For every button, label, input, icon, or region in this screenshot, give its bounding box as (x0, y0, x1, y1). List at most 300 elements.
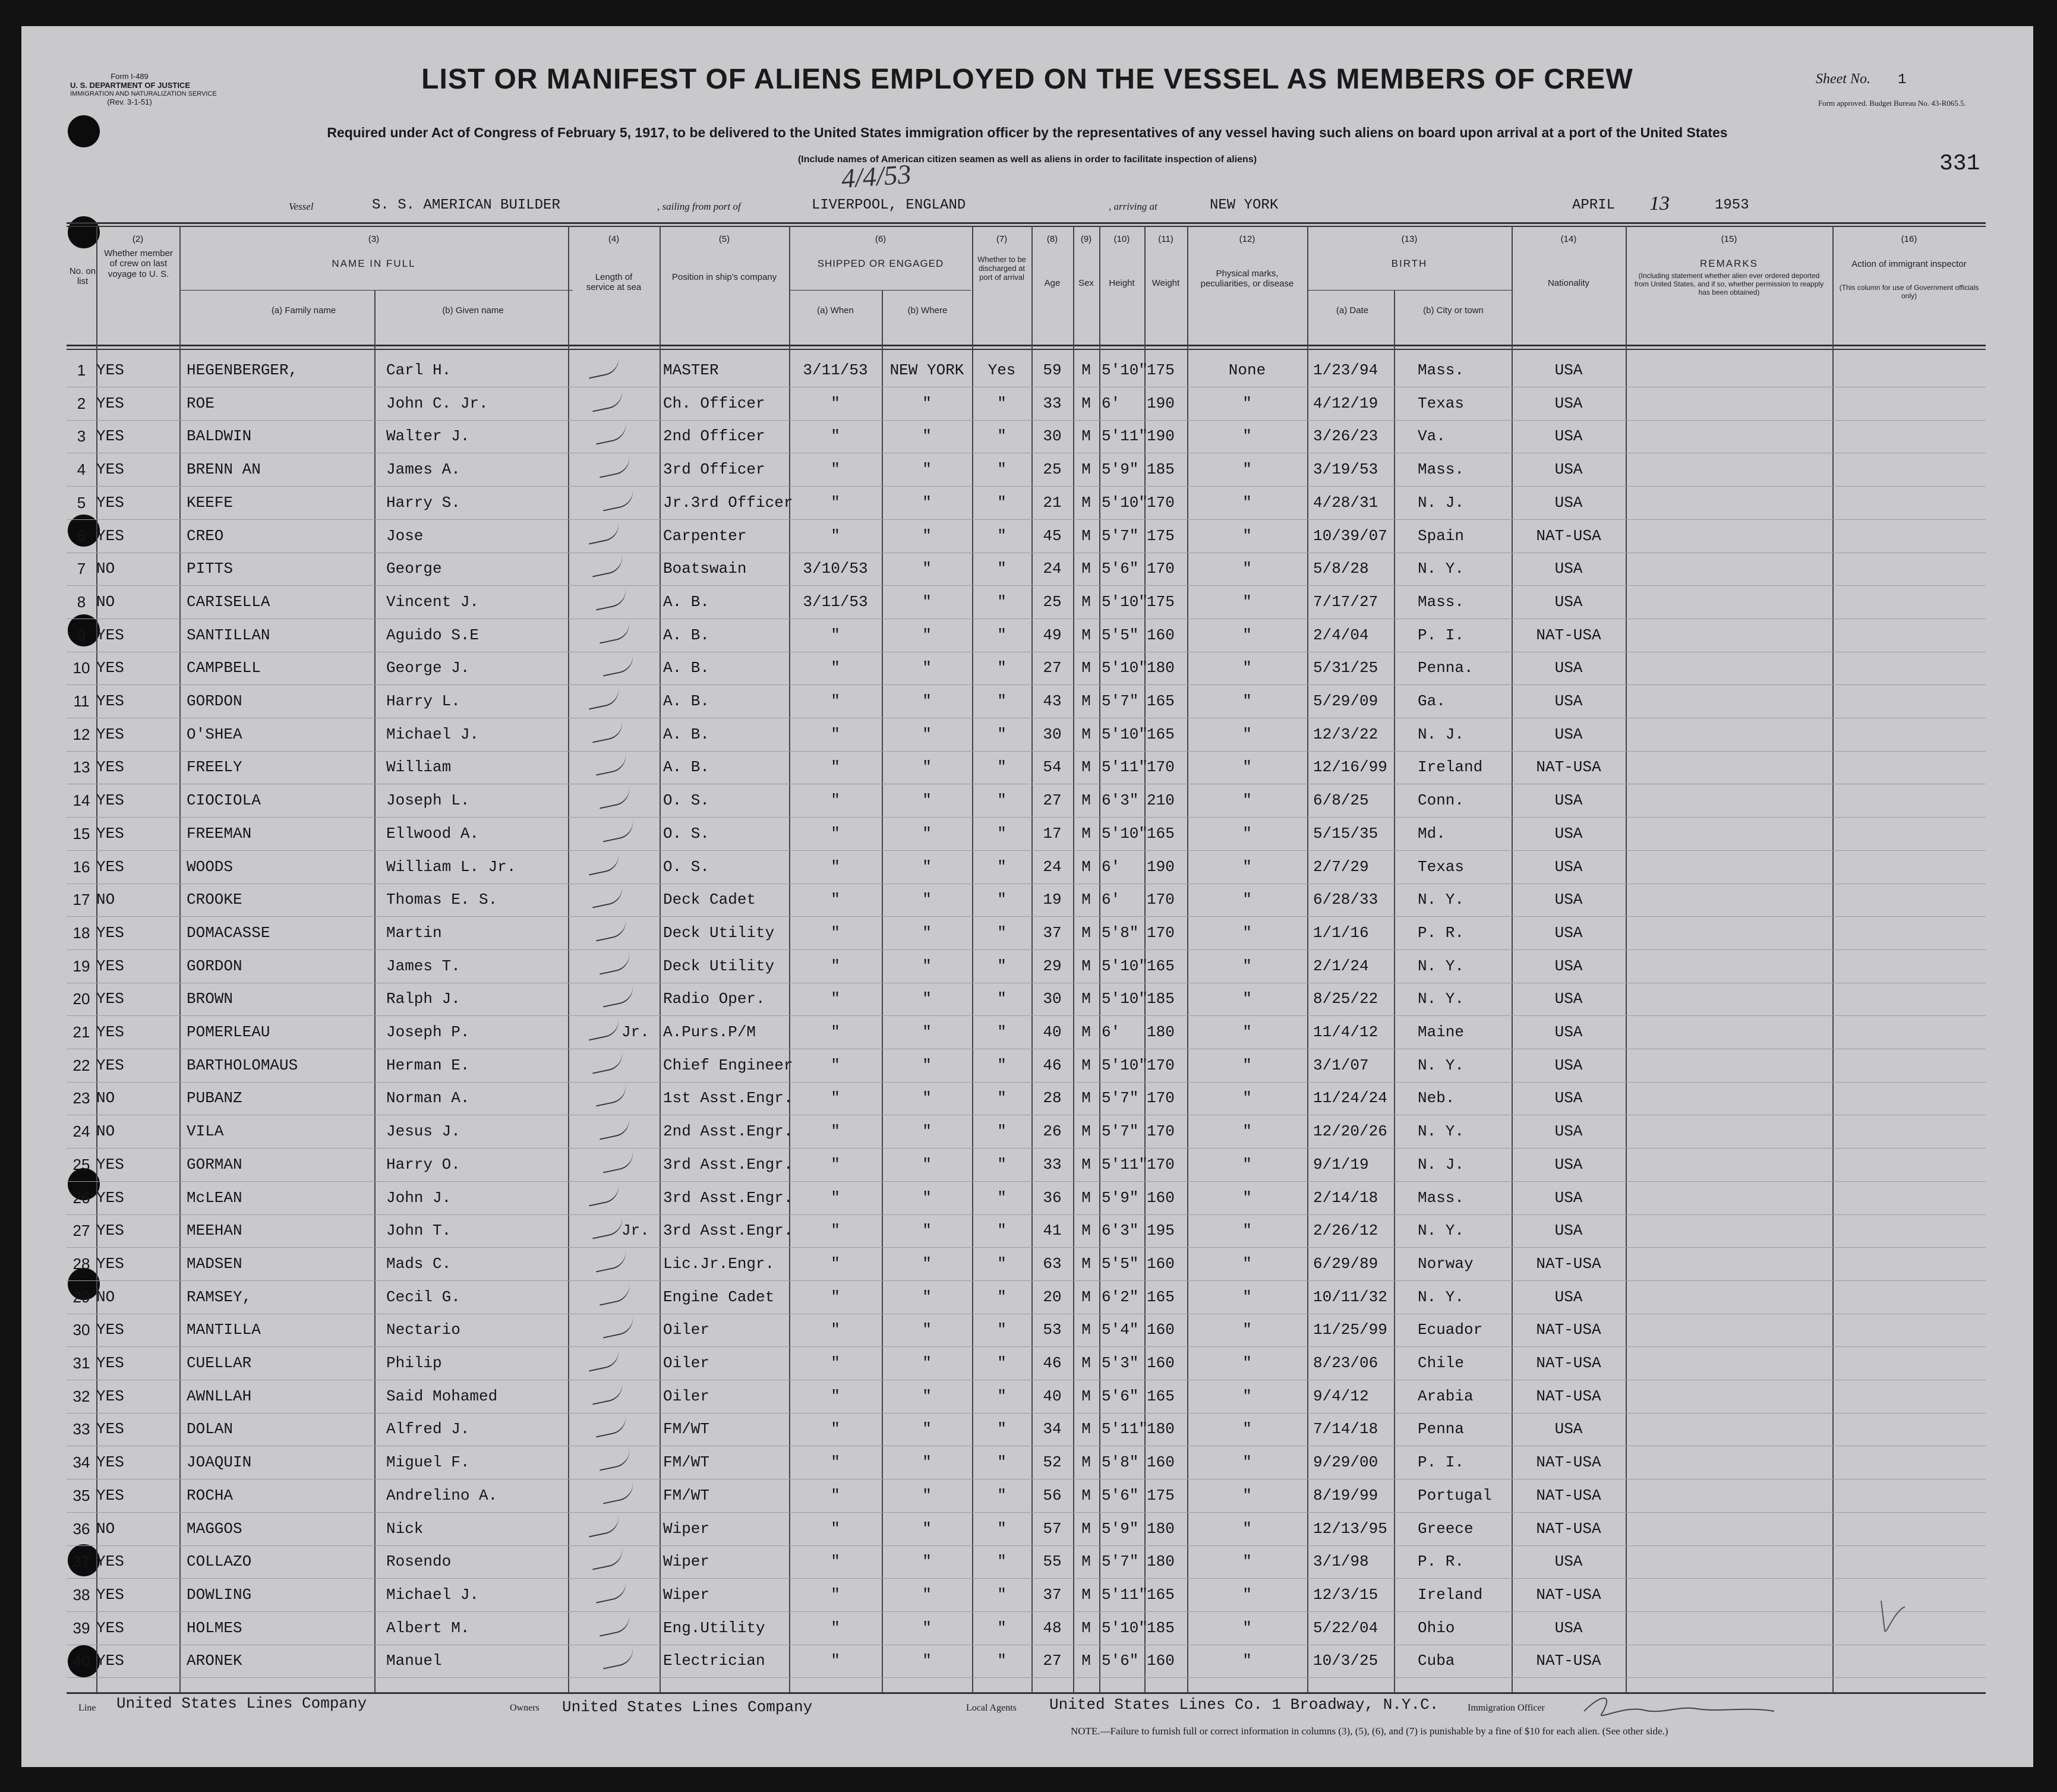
physical-marks-cell: " (1242, 659, 1252, 677)
row-number-cell: 38 (72, 1585, 90, 1604)
discharged-cell: Yes (988, 361, 1016, 379)
sex-cell: M (1081, 957, 1091, 975)
last-voyage-cell: YES (96, 659, 124, 677)
last-voyage-cell: NO (96, 1288, 115, 1306)
footer-note: NOTE.—Failure to furnish full or correct information in columns (3), (5), (6), and (7) is punishable by a fine of $10 for each alien. (See other side.) (1071, 1725, 1668, 1737)
shipped-where-cell: " (922, 1023, 932, 1041)
nationality-cell: USA (1554, 560, 1583, 578)
age-cell: 55 (1043, 1553, 1062, 1571)
table-row (67, 851, 1986, 884)
table-row (67, 420, 1986, 453)
physical-marks-cell: " (1242, 791, 1252, 810)
check-mark (589, 554, 626, 578)
position-cell: Carpenter (663, 526, 747, 545)
birth-city-cell: Ohio (1418, 1619, 1455, 1637)
position-cell: O. S. (663, 791, 710, 810)
row-number-cell: 37 (72, 1553, 90, 1571)
age-cell: 34 (1043, 1420, 1062, 1438)
family-name-cell: POMERLEAU (187, 1023, 270, 1041)
service-length-cell: Jr. (621, 1222, 649, 1240)
height-cell: 5'10" (1102, 493, 1149, 512)
check-mark (597, 620, 633, 643)
table-row (67, 1380, 1986, 1414)
check-mark (600, 1646, 636, 1670)
age-cell: 27 (1043, 791, 1062, 810)
discharged-cell: " (997, 1023, 1007, 1041)
col-num-5: (5) (718, 234, 730, 244)
birth-city-cell: P. R. (1418, 923, 1465, 942)
given-name-cell: Alfred J. (386, 1420, 470, 1438)
birth-date-cell: 2/14/18 (1313, 1188, 1378, 1207)
table-row (67, 1314, 1986, 1347)
form-number: Form I-489 (111, 72, 149, 81)
discharged-cell: " (997, 1254, 1007, 1273)
check-mark (589, 389, 626, 412)
birth-date-cell: 12/16/99 (1313, 758, 1387, 777)
sex-cell: M (1081, 659, 1091, 677)
shipped-where-cell: " (922, 758, 932, 777)
row-number-cell: 33 (72, 1420, 90, 1438)
row-number-cell: 12 (72, 725, 90, 743)
discharged-cell: " (997, 626, 1007, 644)
birth-city-cell: Penna (1418, 1420, 1465, 1438)
family-name-cell: MANTILLA (187, 1321, 261, 1339)
position-cell: Lic.Jr.Engr. (663, 1254, 775, 1273)
nationality-cell: NAT-USA (1536, 1519, 1601, 1538)
shipped-where-cell: " (922, 1321, 932, 1339)
sex-cell: M (1081, 1254, 1091, 1273)
discharged-cell: " (997, 526, 1007, 545)
table-row (67, 1413, 1986, 1446)
shipped-when-cell: " (831, 1420, 840, 1438)
birth-date-cell: 2/4/04 (1313, 626, 1369, 644)
given-name-cell: John J. (386, 1188, 452, 1207)
birth-date-cell: 10/39/07 (1313, 526, 1387, 545)
family-name-cell: DOLAN (187, 1420, 234, 1438)
discharged-cell: " (997, 1652, 1007, 1670)
nationality-cell: USA (1554, 923, 1583, 942)
hdr-weight: Weight (1151, 278, 1180, 288)
nationality-cell: USA (1554, 361, 1583, 379)
birth-city-cell: P. I. (1418, 1453, 1465, 1472)
position-cell: Boatswain (663, 560, 747, 578)
sex-cell: M (1081, 526, 1091, 545)
check-mark (597, 1448, 633, 1471)
row-number-cell: 3 (77, 427, 86, 446)
table-row (67, 652, 1986, 685)
nationality-cell: USA (1554, 1089, 1583, 1108)
weight-cell: 175 (1147, 592, 1175, 611)
hdr-crew-last-voyage: Whether member of crew on last voyage to U. S. (104, 248, 173, 279)
owners-value: United States Lines Company (562, 1698, 813, 1716)
physical-marks-cell: " (1242, 891, 1252, 909)
birth-date-cell: 12/3/22 (1313, 725, 1378, 743)
last-voyage-cell: YES (96, 526, 124, 545)
col-num-9: (9) (1080, 234, 1092, 244)
punch-hole (68, 216, 100, 248)
shipped-where-cell: " (922, 1155, 932, 1173)
birth-city-cell: Maine (1418, 1023, 1465, 1041)
shipped-when-cell: " (831, 1453, 840, 1472)
last-voyage-cell: YES (96, 1619, 124, 1637)
sheet-no-value: 1 (1897, 72, 1907, 88)
shipped-where-cell: " (922, 1519, 932, 1538)
check-mark (600, 1315, 636, 1339)
nationality-cell: USA (1554, 659, 1583, 677)
birth-city-cell: N. J. (1418, 1155, 1465, 1173)
birth-city-cell: N. J. (1418, 493, 1465, 512)
birth-date-cell: 3/1/98 (1313, 1553, 1369, 1571)
shipped-where-cell: " (922, 1553, 932, 1571)
shipped-where-cell: " (922, 626, 932, 644)
birth-city-cell: Cuba (1418, 1652, 1455, 1670)
row-number-cell: 18 (72, 923, 90, 942)
physical-marks-cell: " (1242, 1222, 1252, 1240)
shipped-where-cell: " (922, 592, 932, 611)
age-cell: 24 (1043, 560, 1062, 578)
col-num-7: (7) (996, 234, 1008, 244)
shipped-when-cell: " (831, 460, 840, 479)
family-name-cell: FREEMAN (187, 824, 252, 843)
table-row (67, 1281, 1986, 1314)
age-cell: 17 (1043, 824, 1062, 843)
birth-city-cell: Va. (1418, 427, 1446, 446)
last-voyage-cell: YES (96, 1453, 124, 1472)
row-number-cell: 24 (72, 1122, 90, 1141)
check-mark (600, 819, 636, 842)
row-number-cell: 8 (77, 592, 86, 611)
arrival-day: 13 (1649, 193, 1670, 214)
birth-date-cell: 5/8/28 (1313, 560, 1369, 578)
physical-marks-cell: " (1242, 1056, 1252, 1074)
height-cell: 5'5" (1102, 626, 1139, 644)
weight-cell: 165 (1147, 1585, 1175, 1604)
table-row (67, 1016, 1986, 1049)
row-number-cell: 40 (72, 1652, 90, 1670)
weight-cell: 180 (1147, 1519, 1175, 1538)
table-row (67, 1612, 1986, 1645)
given-name-cell: James A. (386, 460, 460, 479)
given-name-cell: Ellwood A. (386, 824, 479, 843)
weight-cell: 180 (1147, 1420, 1175, 1438)
birth-city-cell: N. Y. (1418, 1056, 1465, 1074)
hdr-height: Height (1109, 278, 1135, 288)
position-cell: A.Purs.P/M (663, 1023, 756, 1041)
shipped-when-cell: " (831, 1023, 840, 1041)
family-name-cell: KEEFE (187, 493, 234, 512)
shipped-when-cell: " (831, 824, 840, 843)
birth-city-cell: Arabia (1418, 1387, 1474, 1405)
last-voyage-cell: YES (96, 923, 124, 942)
check-mark (593, 1415, 629, 1438)
sex-cell: M (1081, 1188, 1091, 1207)
height-cell: 5'7" (1102, 1089, 1139, 1108)
family-name-cell: SANTILLAN (187, 626, 270, 644)
birth-date-cell: 2/26/12 (1313, 1222, 1378, 1240)
sex-cell: M (1081, 1387, 1091, 1405)
birth-city-cell: Texas (1418, 857, 1465, 876)
position-cell: Engine Cadet (663, 1288, 775, 1306)
age-cell: 52 (1043, 1453, 1062, 1472)
age-cell: 30 (1043, 725, 1062, 743)
discharged-cell: " (997, 1122, 1007, 1141)
sex-cell: M (1081, 1652, 1091, 1670)
height-cell: 5'10" (1102, 957, 1149, 975)
position-cell: 2nd Asst.Engr. (663, 1122, 793, 1141)
birth-date-cell: 7/14/18 (1313, 1420, 1378, 1438)
position-cell: 1st Asst.Engr. (663, 1089, 793, 1108)
nationality-cell: NAT-USA (1536, 1321, 1601, 1339)
given-name-cell: Aguido S.E (386, 626, 479, 644)
shipped-when-cell: 3/10/53 (803, 560, 868, 578)
check-mark (593, 422, 629, 445)
shipped-when-cell: " (831, 725, 840, 743)
nationality-cell: NAT-USA (1536, 1585, 1601, 1604)
physical-marks-cell: " (1242, 1585, 1252, 1604)
nationality-cell: USA (1554, 1222, 1583, 1240)
shipped-when-cell: " (831, 394, 840, 412)
weight-cell: 165 (1147, 692, 1175, 710)
birth-date-cell: 8/23/06 (1313, 1354, 1378, 1372)
birth-date-cell: 12/3/15 (1313, 1585, 1378, 1604)
weight-cell: 165 (1147, 824, 1175, 843)
hdr-family-name: (a) Family name (271, 305, 336, 316)
given-name-cell: George J. (386, 659, 470, 677)
shipped-when-cell: " (831, 1354, 840, 1372)
age-cell: 40 (1043, 1023, 1062, 1041)
height-cell: 6' (1102, 857, 1121, 876)
height-cell: 5'11" (1102, 1585, 1149, 1604)
given-name-cell: Miguel F. (386, 1453, 470, 1472)
discharged-cell: " (997, 1222, 1007, 1240)
shipped-where-cell: " (922, 1585, 932, 1604)
family-name-cell: CROOKE (187, 891, 242, 909)
sex-cell: M (1081, 1222, 1091, 1240)
table-row (67, 520, 1986, 553)
position-cell: 3rd Asst.Engr. (663, 1222, 793, 1240)
nationality-cell: NAT-USA (1536, 626, 1601, 644)
age-cell: 53 (1043, 1321, 1062, 1339)
table-row (67, 1545, 1986, 1579)
hdr-birth-date: (a) Date (1336, 305, 1369, 316)
position-cell: Oiler (663, 1354, 710, 1372)
physical-marks-cell: None (1228, 361, 1266, 379)
hdr-given-name: (b) Given name (442, 305, 504, 316)
nationality-cell: USA (1554, 1155, 1583, 1173)
check-mark (593, 587, 629, 610)
shipped-when-cell: " (831, 1652, 840, 1670)
last-voyage-cell: YES (96, 1254, 124, 1273)
family-name-cell: WOODS (187, 857, 234, 876)
table-row (67, 1149, 1986, 1182)
row-number-cell: 28 (72, 1254, 90, 1273)
col-num-2: (2) (132, 234, 144, 244)
birth-city-cell: Penna. (1418, 659, 1474, 677)
weight-cell: 195 (1147, 1222, 1175, 1240)
family-name-cell: ROCHA (187, 1486, 234, 1504)
age-cell: 41 (1043, 1222, 1062, 1240)
age-cell: 20 (1043, 1288, 1062, 1306)
birth-date-cell: 6/28/33 (1313, 891, 1378, 909)
weight-cell: 170 (1147, 1056, 1175, 1074)
discharged-cell: " (997, 1486, 1007, 1504)
shipped-when-cell: " (831, 1222, 840, 1240)
discharged-cell: " (997, 1387, 1007, 1405)
sex-cell: M (1081, 427, 1091, 446)
height-cell: 5'5" (1102, 1254, 1139, 1273)
table-row (67, 1347, 1986, 1380)
hdr-age: Age (1044, 278, 1061, 288)
birth-date-cell: 5/31/25 (1313, 659, 1378, 677)
sex-cell: M (1081, 791, 1091, 810)
last-voyage-cell: YES (96, 990, 124, 1008)
row-number-cell: 6 (77, 526, 86, 545)
physical-marks-cell: " (1242, 1023, 1252, 1041)
col-num-13: (13) (1401, 234, 1418, 244)
shipped-when-cell: " (831, 659, 840, 677)
row-number-cell: 30 (72, 1321, 90, 1339)
page-stamp: 331 (1939, 151, 1980, 176)
discharged-cell: " (997, 957, 1007, 975)
last-voyage-cell: NO (96, 1089, 115, 1108)
given-name-cell: John C. Jr. (386, 394, 488, 412)
birth-city-cell: Ireland (1418, 758, 1483, 777)
physical-marks-cell: " (1242, 460, 1252, 479)
voyage-line (289, 195, 1762, 219)
age-cell: 40 (1043, 1387, 1062, 1405)
discharged-cell: " (997, 1420, 1007, 1438)
discharged-cell: " (997, 592, 1007, 611)
birth-date-cell: 11/25/99 (1313, 1321, 1387, 1339)
nationality-cell: USA (1554, 791, 1583, 810)
nationality-cell: USA (1554, 592, 1583, 611)
shipped-where-cell: " (922, 923, 932, 942)
family-name-cell: CAMPBELL (187, 659, 261, 677)
family-name-cell: MAGGOS (187, 1519, 242, 1538)
physical-marks-cell: " (1242, 990, 1252, 1008)
last-voyage-cell: YES (96, 1023, 124, 1041)
row-number-cell: 9 (77, 626, 86, 644)
position-cell: Radio Oper. (663, 990, 765, 1008)
position-cell: FM/WT (663, 1486, 710, 1504)
discharged-cell: " (997, 1354, 1007, 1372)
height-cell: 5'11" (1102, 1155, 1149, 1173)
sex-cell: M (1081, 1089, 1091, 1108)
shipped-where-cell: " (922, 1387, 932, 1405)
row-number-cell: 32 (72, 1387, 90, 1405)
birth-date-cell: 5/29/09 (1313, 692, 1378, 710)
table-row (67, 685, 1986, 718)
discharged-cell: " (997, 493, 1007, 512)
officer-label: Immigration Officer (1468, 1703, 1545, 1713)
family-name-cell: ROE (187, 394, 214, 412)
physical-marks-cell: " (1242, 758, 1252, 777)
physical-marks-cell: " (1242, 1453, 1252, 1472)
weight-cell: 170 (1147, 891, 1175, 909)
margin-mark (1869, 1595, 1911, 1642)
physical-marks-cell: " (1242, 1155, 1252, 1173)
family-name-cell: AWNLLAH (187, 1387, 252, 1405)
weight-cell: 190 (1147, 394, 1175, 412)
nationality-cell: USA (1554, 891, 1583, 909)
check-mark (600, 1481, 636, 1504)
shipped-when-cell: " (831, 1254, 840, 1273)
table-row (67, 1214, 1986, 1248)
birth-date-cell: 2/7/29 (1313, 857, 1369, 876)
last-voyage-cell: YES (96, 1486, 124, 1504)
weight-cell: 185 (1147, 1619, 1175, 1637)
weight-cell: 175 (1147, 1486, 1175, 1504)
shipped-where-cell: " (922, 1254, 932, 1273)
row-number-cell: 36 (72, 1519, 90, 1538)
last-voyage-cell: YES (96, 1387, 124, 1405)
physical-marks-cell: " (1242, 1321, 1252, 1339)
last-voyage-cell: YES (96, 1585, 124, 1604)
shipped-where-cell: " (922, 824, 932, 843)
family-name-cell: ARONEK (187, 1652, 242, 1670)
form-rev: (Rev. 3-1-51) (107, 97, 152, 106)
hdr-nationality: Nationality (1547, 278, 1590, 288)
family-name-cell: JOAQUIN (187, 1453, 252, 1472)
height-cell: 5'10" (1102, 824, 1149, 843)
position-cell: Electrician (663, 1652, 765, 1670)
table-row (67, 950, 1986, 983)
age-cell: 57 (1043, 1519, 1062, 1538)
weight-cell: 170 (1147, 560, 1175, 578)
shipped-where-cell: " (922, 692, 932, 710)
family-name-cell: HOLMES (187, 1619, 242, 1637)
sex-cell: M (1081, 923, 1091, 942)
table-row (67, 1182, 1986, 1215)
check-mark (597, 1282, 633, 1305)
position-cell: FM/WT (663, 1453, 710, 1472)
height-cell: 6' (1102, 891, 1121, 909)
shipped-where-cell: " (922, 460, 932, 479)
sex-cell: M (1081, 1122, 1091, 1141)
table-row (67, 1049, 1986, 1083)
nationality-cell: NAT-USA (1536, 1387, 1601, 1405)
birth-city-cell: N. Y. (1418, 990, 1465, 1008)
form-dept: U. S. DEPARTMENT OF JUSTICE (70, 80, 190, 90)
given-name-cell: Thomas E. S. (386, 891, 498, 909)
given-name-cell: Carl H. (386, 361, 452, 379)
shipped-where-cell: " (922, 1222, 932, 1240)
height-cell: 5'9" (1102, 1519, 1139, 1538)
height-cell: 5'11" (1102, 427, 1149, 446)
shipped-when-cell: " (831, 957, 840, 975)
weight-cell: 180 (1147, 1023, 1175, 1041)
family-name-cell: COLLAZO (187, 1553, 252, 1571)
age-cell: 29 (1043, 957, 1062, 975)
handwritten-date: 4/4/53 (840, 158, 913, 194)
given-name-cell: Martin (386, 923, 442, 942)
given-name-cell: Jesus J. (386, 1122, 460, 1141)
shipped-where-cell: " (922, 857, 932, 876)
birth-date-cell: 10/3/25 (1313, 1652, 1378, 1670)
agents-value: United States Lines Co. 1 Broadway, N.Y.C. (1049, 1696, 1439, 1714)
given-name-cell: Herman E. (386, 1056, 470, 1074)
position-cell: MASTER (663, 361, 719, 379)
table-row (67, 1513, 1986, 1546)
weight-cell: 160 (1147, 1453, 1175, 1472)
last-voyage-cell: NO (96, 1519, 115, 1538)
col-num-14: (14) (1560, 234, 1577, 244)
check-mark (586, 1514, 622, 1537)
age-cell: 30 (1043, 427, 1062, 446)
shipped-when-cell: " (831, 990, 840, 1008)
check-mark (597, 1117, 633, 1140)
table-row (67, 1446, 1986, 1479)
